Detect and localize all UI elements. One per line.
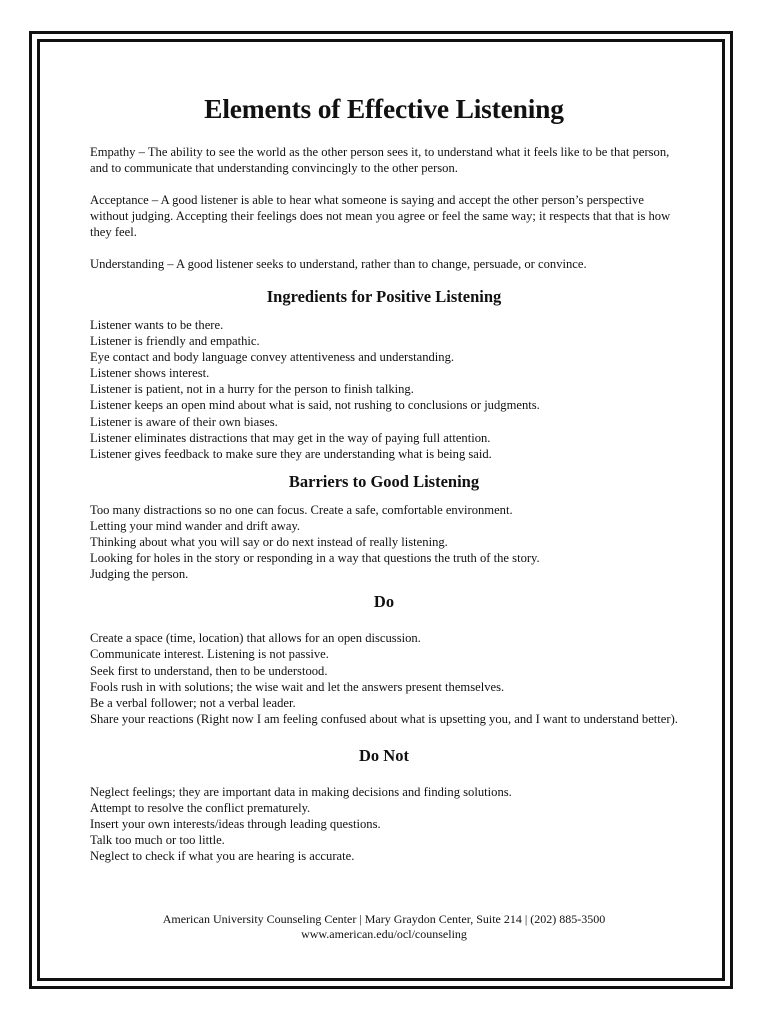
list-item: Listener keeps an open mind about what is said, not rushing to conclusions or judgments. [90, 398, 540, 413]
document-footer [90, 912, 678, 942]
document-title: Elements of Effective Listening [204, 93, 564, 124]
list-item: Fools rush in with solutions; the wise wait and let the answers present themselves. [90, 679, 505, 694]
do-list [90, 630, 678, 727]
list-item: Listener is friendly and empathic. [90, 334, 260, 349]
list-item: Communicate interest. Listening is not passive. [90, 647, 329, 662]
list-item: Be a verbal follower; not a verbal leader. [90, 695, 296, 710]
footer-url: www.american.edu/ocl/counseling [301, 927, 467, 941]
document-body [90, 90, 678, 864]
list-item: Letting your mind wander and drift away. [90, 518, 301, 533]
section-heading-barriers: Barriers to Good Listening [288, 471, 480, 491]
list-item: Eye contact and body language convey attentiveness and understanding. [90, 350, 455, 365]
list-item: Listener wants to be there. [90, 318, 224, 332]
section-heading-ingredients: Ingredients for Positive Listening [266, 287, 502, 306]
list-item: Create a space (time, location) that allows for an open discussion. [90, 631, 421, 646]
list-item: Attempt to resolve the conflict prematurely. [90, 800, 311, 815]
intro-acceptance: Acceptance – A good listener is able to hear what someone is saying and accept the other person’s perspective without judging. Accepting their feelings does not mean you agree or feel the same way; it respects that that is how they feel. [90, 193, 671, 239]
list-item: Listener is patient, not in a hurry for the person to finish talking. [90, 382, 414, 397]
list-item: Share your reactions (Right now I am feeling confused about what is upsetting you, and I want to understand better). [90, 711, 678, 726]
list-item: Neglect feelings; they are important data in making decisions and finding solutions. [90, 784, 512, 799]
intro-understanding: Understanding – A good listener seeks to understand, rather than to change, persuade, or convince. [90, 257, 587, 271]
intro-empathy: Empathy – The ability to see the world as the other person sees it, to understand what it feels like to be that person, and to communicate that understanding convincingly to the other person. [90, 145, 670, 175]
list-item: Judging the person. [90, 567, 189, 582]
list-item: Insert your own interests/ideas through leading questions. [90, 817, 381, 832]
section-heading-do: Do [373, 592, 395, 612]
list-item: Thinking about what you will say or do next instead of really listening. [90, 535, 448, 550]
do-not-list [90, 784, 678, 864]
barriers-list [90, 502, 678, 582]
ingredients-list [90, 317, 678, 462]
list-item: Neglect to check if what you are hearing is accurate. [90, 849, 355, 864]
list-item: Listener shows interest. [90, 366, 210, 381]
list-item: Listener eliminates distractions that may get in the way of paying full attention. [90, 430, 491, 445]
list-item: Talk too much or too little. [90, 833, 225, 848]
list-item: Too many distractions so no one can focus. Create a safe, comfortable environment. [90, 502, 513, 517]
list-item: Looking for holes in the story or responding in a way that questions the truth of the story. [90, 551, 540, 566]
footer-contact: American University Counseling Center | Mary Graydon Center, Suite 214 | (202) 885-3500 [162, 912, 606, 926]
section-heading-do-not: Do Not [359, 745, 409, 765]
list-item: Seek first to understand, then to be understood. [90, 663, 328, 678]
list-item: Listener gives feedback to make sure they are understanding what is being said. [90, 446, 492, 461]
list-item: Listener is aware of their own biases. [90, 414, 278, 429]
